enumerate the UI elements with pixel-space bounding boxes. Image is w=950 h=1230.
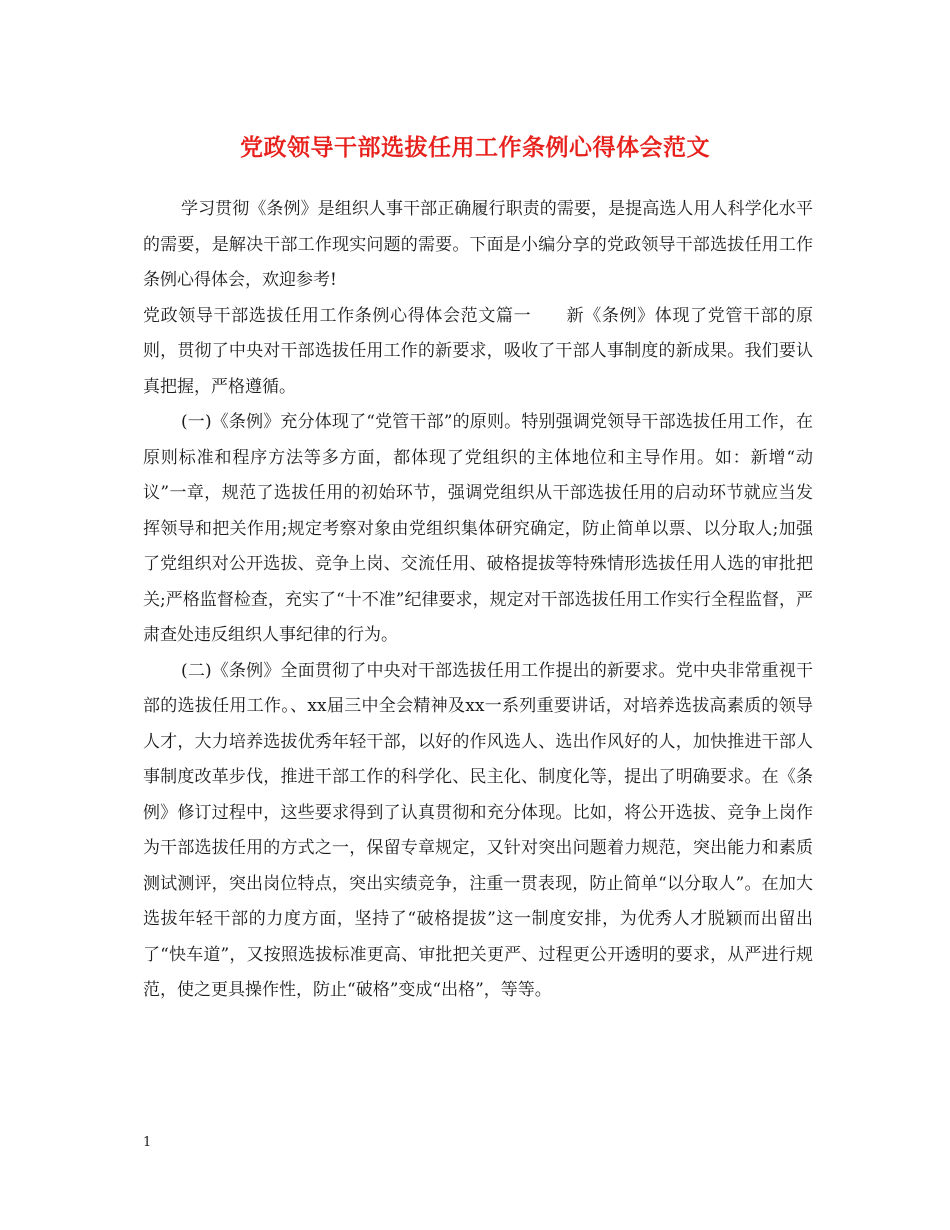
intro-paragraph: 学习贯彻《条例》是组织人事干部正确履行职责的需要，是提高选人用人科学化水平的需要，是解决干部工作现实问题的需要。下面是小编分享的党政领导干部选拔任用工作条例心得体会，欢迎参考! (143, 199, 813, 290)
body-paragraph-2: (二)《条例》全面贯彻了中央对干部选拔任用工作提出的新要求。党中央非常重视干部的选拔任用工作。、xx届三中全会精神及xx一系列重要讲话，对培养选拔高素质的领导人才，大力培养选拔优秀年轻干部，以好的作风选人、选出作风好的人，加快推进干部人事制度改革步伐，推进干部工作的科学化、民主化、制度化等，提出了明确要求。在《条例》修订过程中，这些要求得到了认真贯彻和充分体现。比如，将公开选拔、竞争上岗作为干部选拔任用的方式之一，保留专章规定，又针对突出问题着力规范，突出能力和素质测试测评，突出岗位特点，突出实绩竞争，注重一贯表现，防止简单“以分取人”。在加大选拔年轻干部的力度方面，坚持了“破格提拔”这一制度安排，为优秀人才脱颖而出留出了“快车道”，又按照选拔标准更高、审批把关更严、过程更公开透明的要求，从严进行规范，使之更具操作性，防止“破格”变成“出格”，等等。 (143, 660, 813, 1000)
page-number: 1 (143, 1135, 152, 1150)
document-body (143, 192, 813, 1009)
body-paragraph-1: (一)《条例》充分体现了“党管干部”的原则。特别强调党领导干部选拔任用工作，在原则标准和程序方法等多方面，都体现了党组织的主体地位和主导作用。如：新增“动议”一章，规范了选拔任用的初始环节，强调党组织从干部选拔任用的启动环节就应当发挥领导和把关作用;规定考察对象由党组织集体研究确定，防止简单以票、以分取人;加强了党组织对公开选拔、竞争上岗、交流任用、破格提拔等特殊情形选拔任用人选的审批把关;严格监督检查，充实了“十不准”纪律要求，规定对干部选拔任用工作实行全程监督，严肃查处违反组织人事纪律的行为。 (143, 412, 813, 645)
section-heading-paragraph: 党政领导干部选拔任用工作条例心得体会范文篇一 新《条例》体现了党管干部的原则，贯彻了中央对干部选拔任用工作的新要求，吸收了干部人事制度的新成果。我们要认真把握，严格遵循。 (143, 305, 813, 397)
document-title: 党政领导干部选拔任用工作条例心得体会范文 (240, 134, 710, 161)
